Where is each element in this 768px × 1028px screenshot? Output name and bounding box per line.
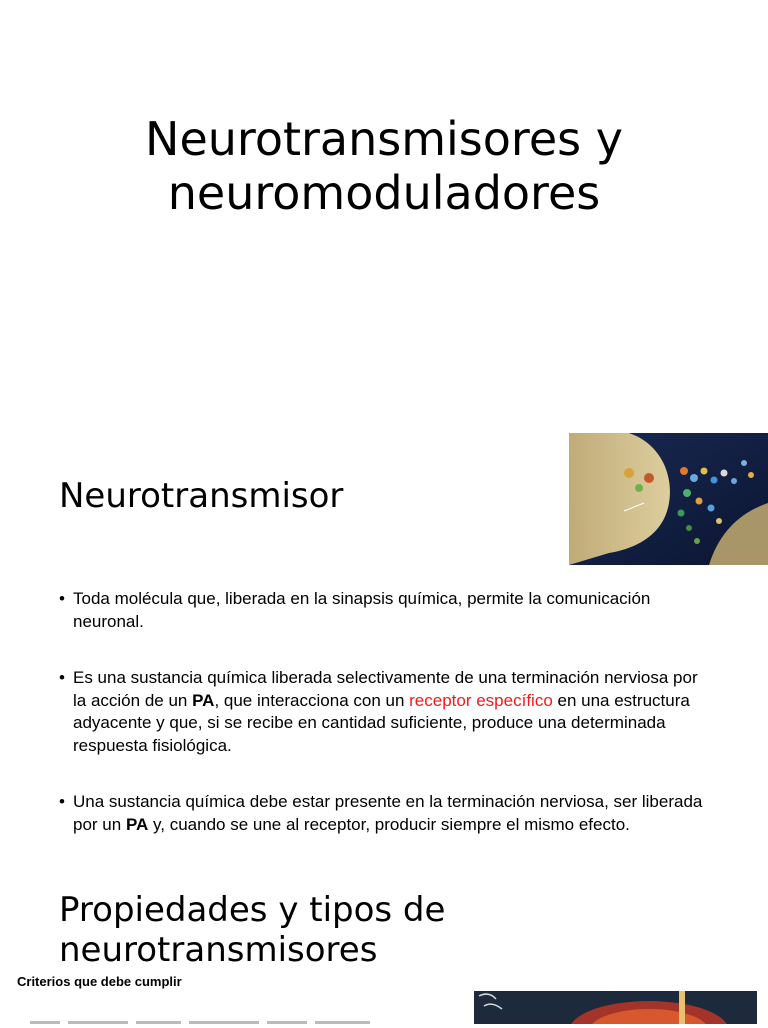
bullet-marker: • (59, 668, 65, 687)
cut-off-text-line (30, 1016, 430, 1028)
brain-illustration (474, 991, 757, 1024)
bullet-text: Es una sustancia química liberada selectivamente de una terminación nerviosa por la acción de un (73, 668, 698, 710)
section-heading-neurotransmisor: Neurotransmisor (59, 476, 344, 516)
bullet-text: y, cuando se une al receptor, producir siempre el mismo efecto. (148, 814, 630, 834)
bullet-text: Toda molécula que, liberada en la sinapsis química, permite la comunicación neuronal. (73, 589, 651, 631)
bullet-marker: • (59, 792, 65, 811)
slide-title-line2: neuromoduladores (167, 166, 601, 220)
bold-term-pa: PA (125, 814, 149, 834)
bold-term-pa: PA (192, 690, 215, 710)
highlight-receptor: receptor específico (409, 690, 553, 710)
definition-list (59, 588, 709, 870)
slide-title (0, 112, 768, 220)
bullet-marker: • (59, 589, 65, 608)
list-item (59, 588, 709, 633)
synapse-illustration (569, 433, 768, 565)
bullet-text: en una estructura adyacente y que, si se recibe en cantidad suficiente, produce una determinada respuesta fisiológica. (73, 690, 690, 755)
bullet-text: Una sustancia química debe estar presente en la terminación nerviosa, ser liberada por un (73, 792, 703, 834)
bullet-text: , que interacciona con un (214, 690, 410, 710)
section-heading-propiedades: Propiedades y tipos de neurotransmisores (59, 890, 446, 970)
criteria-subheading: Criterios que debe cumplir (17, 974, 182, 989)
slide-title-line1: Neurotransmisores y (145, 112, 623, 166)
list-item (59, 667, 709, 757)
list-item (59, 791, 709, 836)
